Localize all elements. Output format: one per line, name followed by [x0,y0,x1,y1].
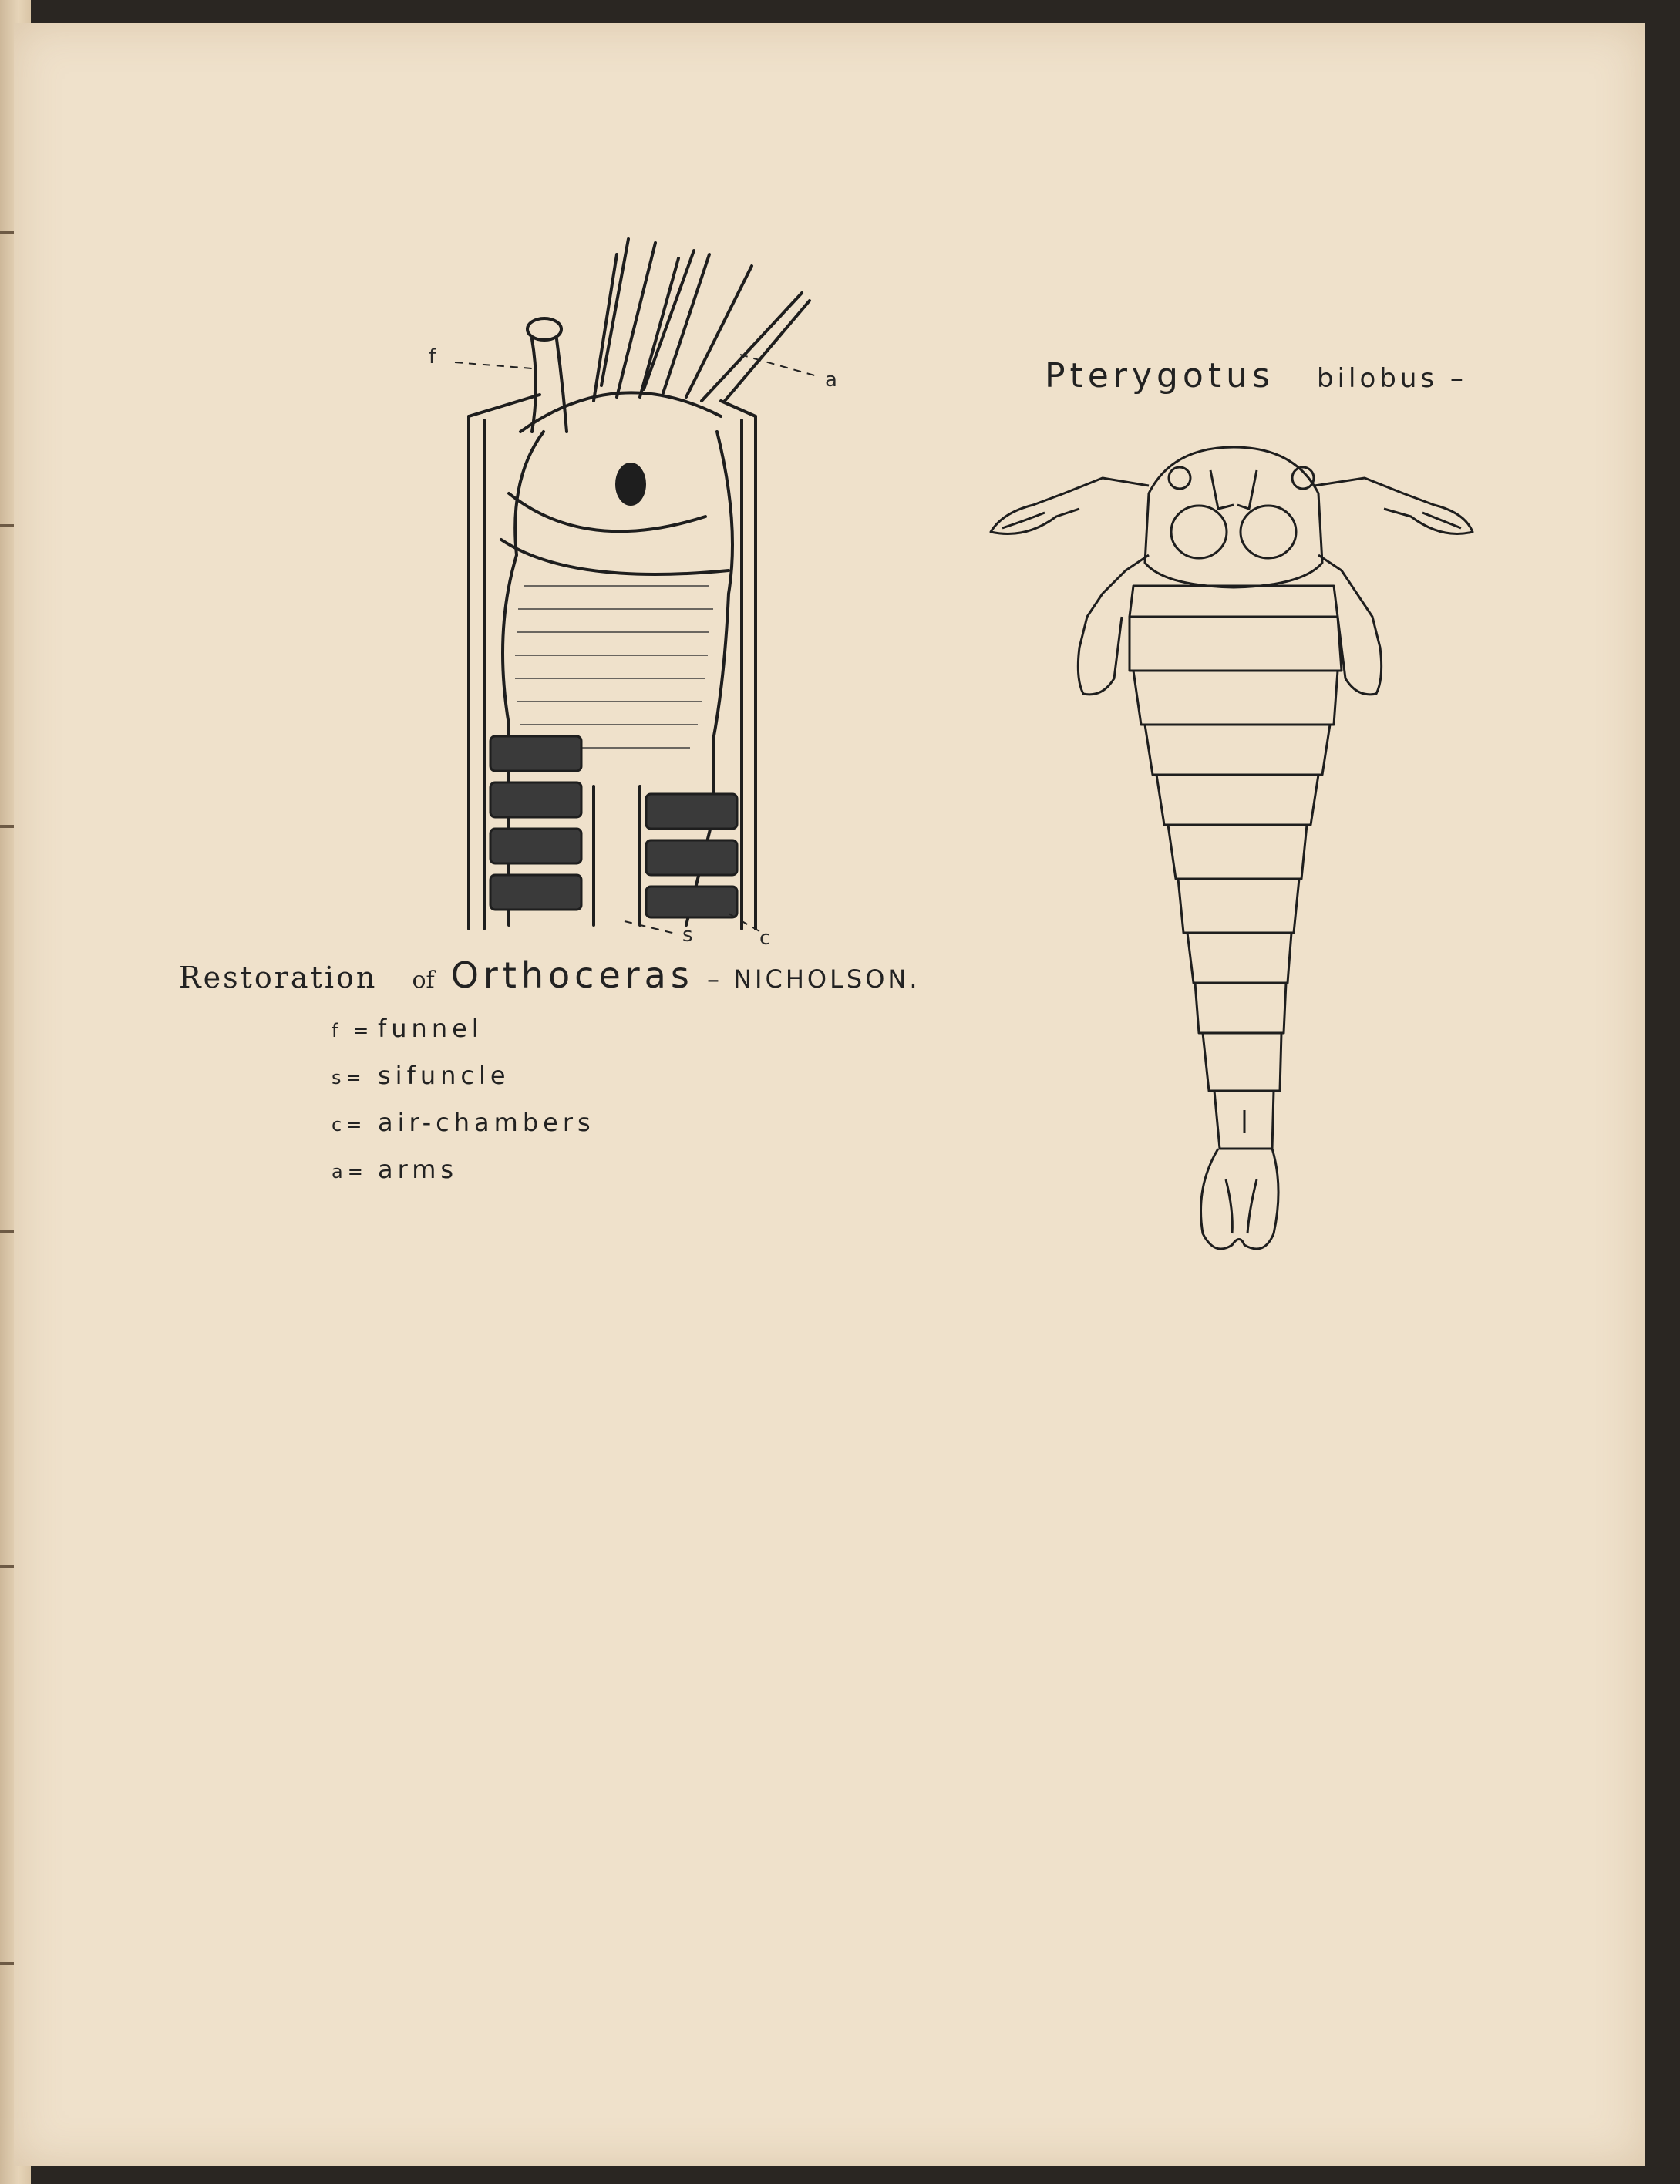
legend-key: a= [332,1161,368,1183]
callout-a: a [825,368,842,392]
title-species: bilobus – [1317,363,1467,394]
caption-prefix: Restoration [179,961,378,994]
legend-key: c= [332,1114,367,1136]
caption-of: of [412,967,435,994]
legend-key: f = [332,1020,374,1042]
legend-key: s= [332,1067,366,1089]
legend-text: arms [378,1155,459,1184]
callout-c: c [759,927,776,950]
caption-author: – NICHOLSON. [706,964,921,994]
title-genus: Pterygotus [1045,356,1274,395]
legend-text: air-chambers [378,1108,595,1137]
callout-f: f [429,345,441,368]
legend-text: funnel [378,1014,483,1043]
caption-genus: Orthoceras [450,954,694,996]
legend-text: sifuncle [378,1061,510,1090]
callout-s: s [682,924,698,947]
